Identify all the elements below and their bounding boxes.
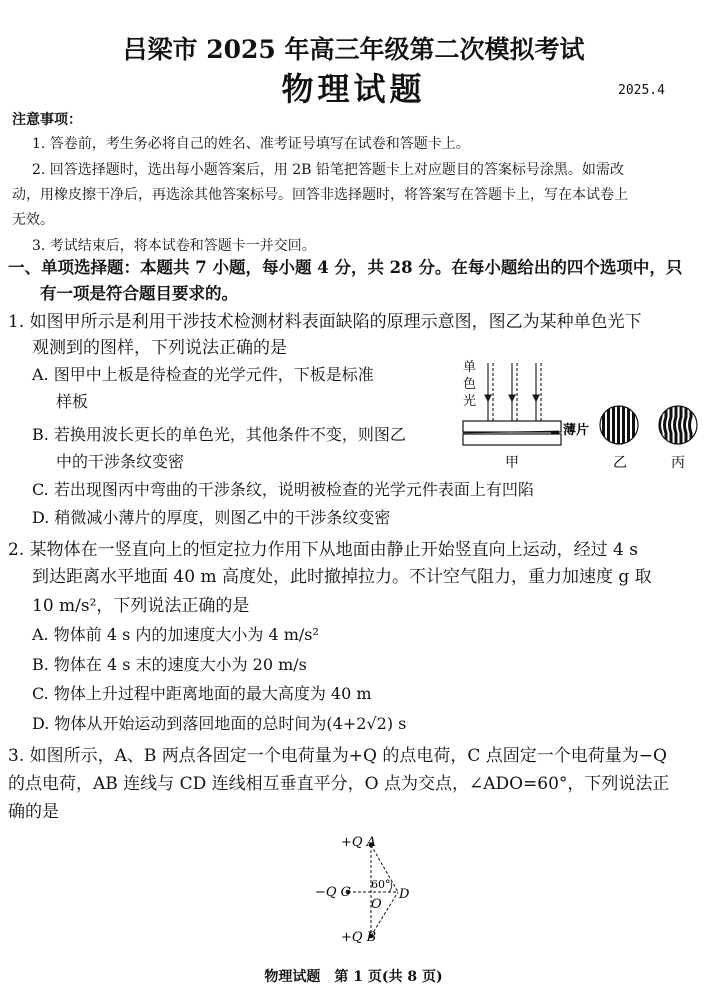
q1-option-a: A. 图甲中上板是待检查的光学元件，下板是标准: [32, 365, 374, 384]
light-label-3: 光: [463, 394, 477, 409]
label-bing: 丙: [671, 455, 685, 471]
q2-option-d: D. 物体从开始运动到落回地面的总时间为(4+2√2) s: [32, 714, 407, 733]
q1-stem-line2: 观测到的图样，下列说法正确的是: [32, 338, 287, 358]
light-label-1: 单: [463, 360, 477, 375]
q2-stem-line1: 2. 某物体在一竖直向上的恒定拉力作用下从地面由静止开始竖直向上运动，经过 4 s: [8, 540, 638, 560]
q2-option-c: C. 物体上升过程中距离地面的最大高度为 40 m: [32, 684, 372, 703]
page-footer: 物理试题 第 1 页(共 8 页): [264, 969, 443, 985]
q3-stem-line3: 确的是: [8, 802, 59, 822]
lower-plate: [463, 434, 561, 445]
section-heading-2: 有一项是符合题目要求的。: [40, 284, 238, 303]
exam-date: 2025.4: [618, 83, 665, 98]
q2-option-b: B. 物体在 4 s 末的速度大小为 20 m/s: [32, 655, 307, 674]
notice-item-2b: 动，用橡皮擦干净后，再选涂其他答案标号。回答非选择题时，将答案写在答题卡上，写在本试卷上: [12, 187, 628, 203]
notice-heading: 注意事项：: [12, 112, 82, 128]
q1-option-d: D. 稍微减小薄片的厚度，则图乙中的干涉条纹变密: [32, 508, 391, 527]
q2-stem-line2: 到达距离水平地面 40 m 高度处，此时撤掉拉力。不计空气阻力，重力加速度 g 取: [32, 567, 652, 587]
exam-title: 吕梁市 2025 年高三年级第二次模拟考试: [122, 35, 585, 64]
q1-stem-line1: 1. 如图甲所示是利用干涉技术检测材料表面缺陷的原理示意图，图乙为某种单色光下: [8, 312, 642, 332]
light-label-2: 色: [463, 377, 477, 392]
notice-item-2a: 2. 回答选择题时，选出每小题答案后，用 2B 铅笔把答题卡上对应题目的答案标号涂黑。如需改: [32, 162, 624, 178]
subject-title: 物理试题: [281, 70, 426, 108]
q1-option-b-cont: 中的干涉条纹变密: [56, 452, 185, 471]
label-c: −Q C: [315, 885, 351, 900]
label-jia: 甲: [505, 455, 519, 471]
label-a: +Q A: [341, 835, 377, 850]
notice-item-1: 1. 答卷前，考生务必将自己的姓名、准考证号填写在试卷和答题卡上。: [32, 136, 470, 152]
label-b: +Q B: [341, 930, 377, 945]
light-rays: [485, 363, 541, 421]
q1-option-c: C. 若出现图丙中弯曲的干涉条纹，说明被检查的光学元件表面上有凹陷: [32, 480, 534, 499]
label-yi: 乙: [613, 455, 627, 471]
q3-stem-line1: 3. 如图所示，A、B 两点各固定一个电荷量为+Q 的点电荷，C 点固定一个电荷量为−Q: [8, 746, 667, 766]
angle-label: 60°: [371, 878, 391, 891]
label-o: O: [371, 897, 382, 912]
notice-item-3: 3. 考试结束后，将本试卷和答题卡一并交回。: [32, 238, 316, 254]
q1-option-a-cont: 样板: [56, 392, 89, 411]
label-d: D: [399, 887, 410, 902]
thin-sheet: [551, 431, 559, 434]
q1-option-b: B. 若换用波长更长的单色光，其他条件不变，则图乙: [32, 425, 406, 444]
q1-figure: [455, 355, 700, 475]
section-heading-1: 一、单项选择题：本题共 7 小题，每小题 4 分，共 28 分。在每小题给出的四个选项中，只: [8, 258, 683, 277]
sheet-label: 薄片: [563, 423, 590, 438]
upper-plate: [463, 421, 561, 432]
notice-item-2c: 无效。: [12, 212, 54, 228]
q2-stem-line3: 10 m/s²，下列说法正确的是: [32, 596, 250, 616]
q3-stem-line2: 的点电荷，AB 连线与 CD 连线相互垂直平分，O 点为交点，∠ADO=60°，下列说法正: [8, 774, 670, 794]
q2-option-a: A. 物体前 4 s 内的加速度大小为 4 m/s²: [32, 625, 319, 644]
q3-figure: [305, 828, 425, 950]
